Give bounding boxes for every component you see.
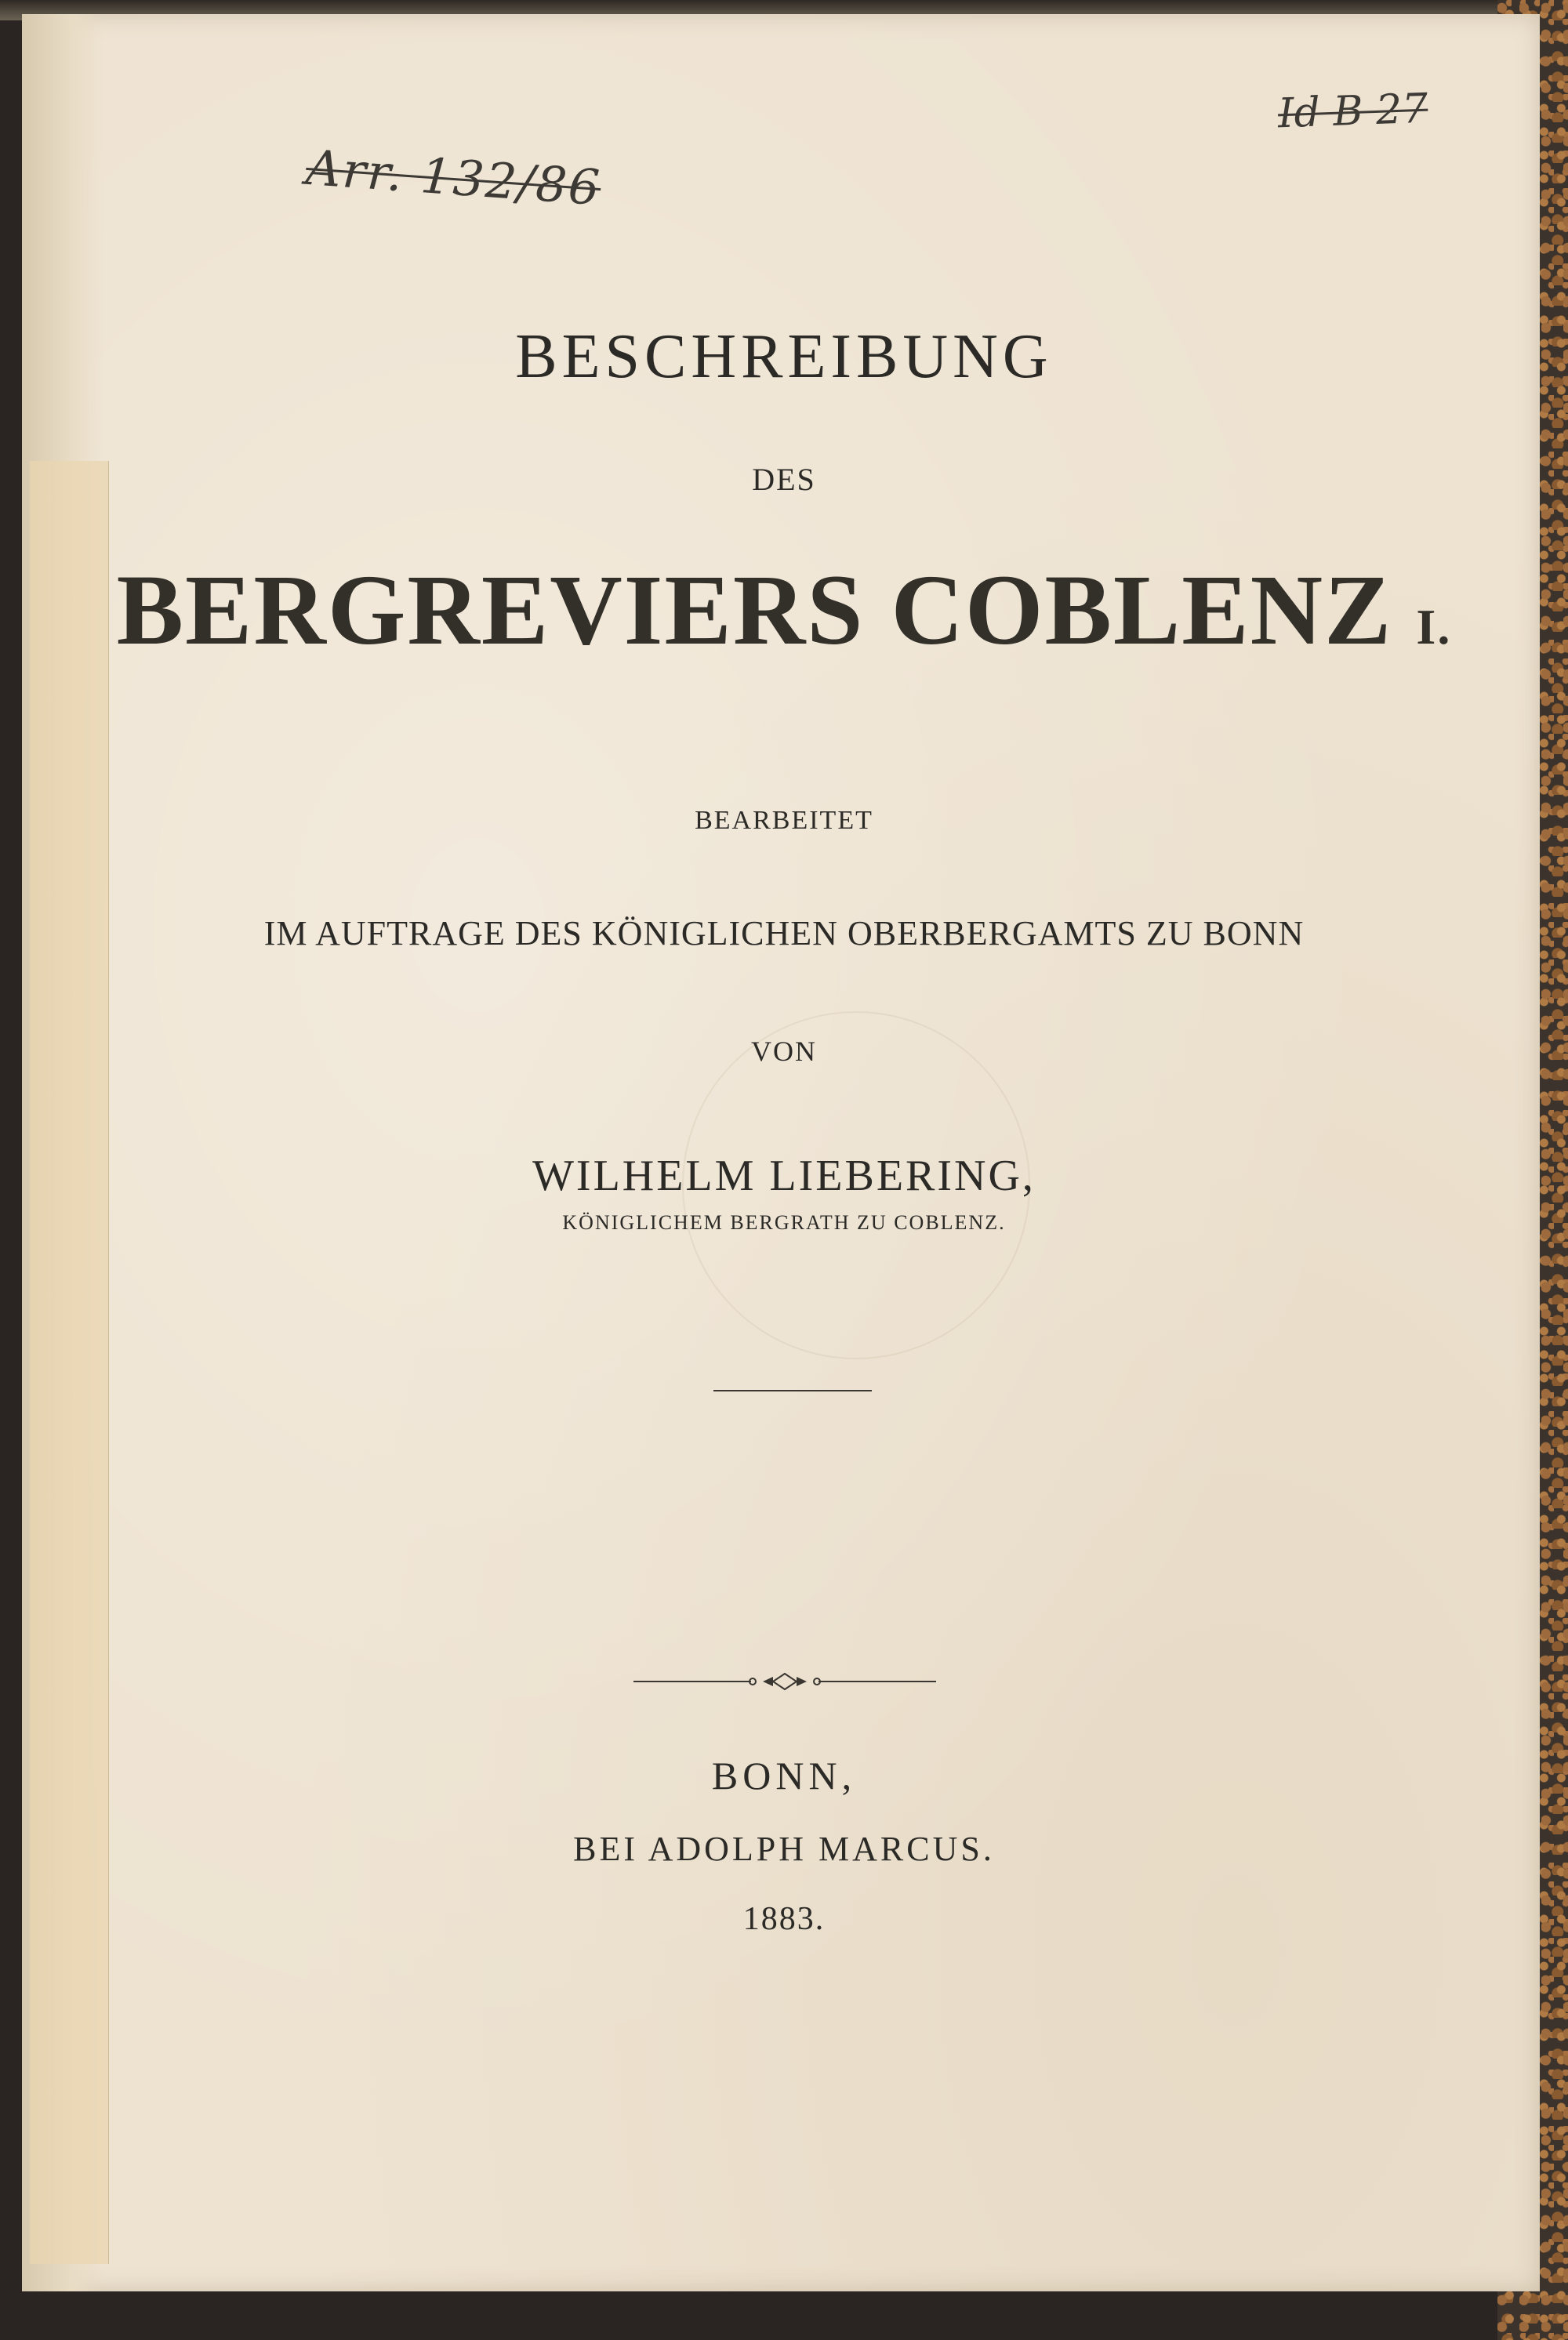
by-label: VON xyxy=(751,1036,817,1067)
imprint-place: BONN, xyxy=(711,1754,857,1798)
author-name: WILHELM LIEBERING, xyxy=(532,1152,1036,1200)
imprint-year: 1883. xyxy=(742,1901,826,1937)
edited-label: BEARBEITET xyxy=(695,806,873,835)
shelfmark-right-text: Id B 27 xyxy=(1277,85,1429,138)
imprint-publisher: BEI ADOLPH MARCUS. xyxy=(573,1830,995,1868)
title-line-2 xyxy=(0,553,1568,668)
handwritten-shelfmark-right xyxy=(1277,85,1428,138)
title-line-1: BESCHREIBUNG xyxy=(515,322,1053,391)
shelfmark-left-text: Arr. 132/86 xyxy=(303,138,603,217)
binding-tape xyxy=(30,461,109,2264)
title-main-text: BERGREVIERS COBLENZ xyxy=(116,554,1393,666)
author-title: KÖNIGLICHEM BERGRATH ZU COBLENZ. xyxy=(562,1211,1006,1234)
volume-number: I. xyxy=(1416,599,1452,655)
commission-line: IM AUFTRAGE DES KÖNIGLICHEN OBERBERGAMTS ZU BONN xyxy=(263,914,1305,952)
printer-ornament xyxy=(633,1662,936,1701)
separator-rule xyxy=(713,1390,872,1391)
title-connector: DES xyxy=(752,462,816,497)
